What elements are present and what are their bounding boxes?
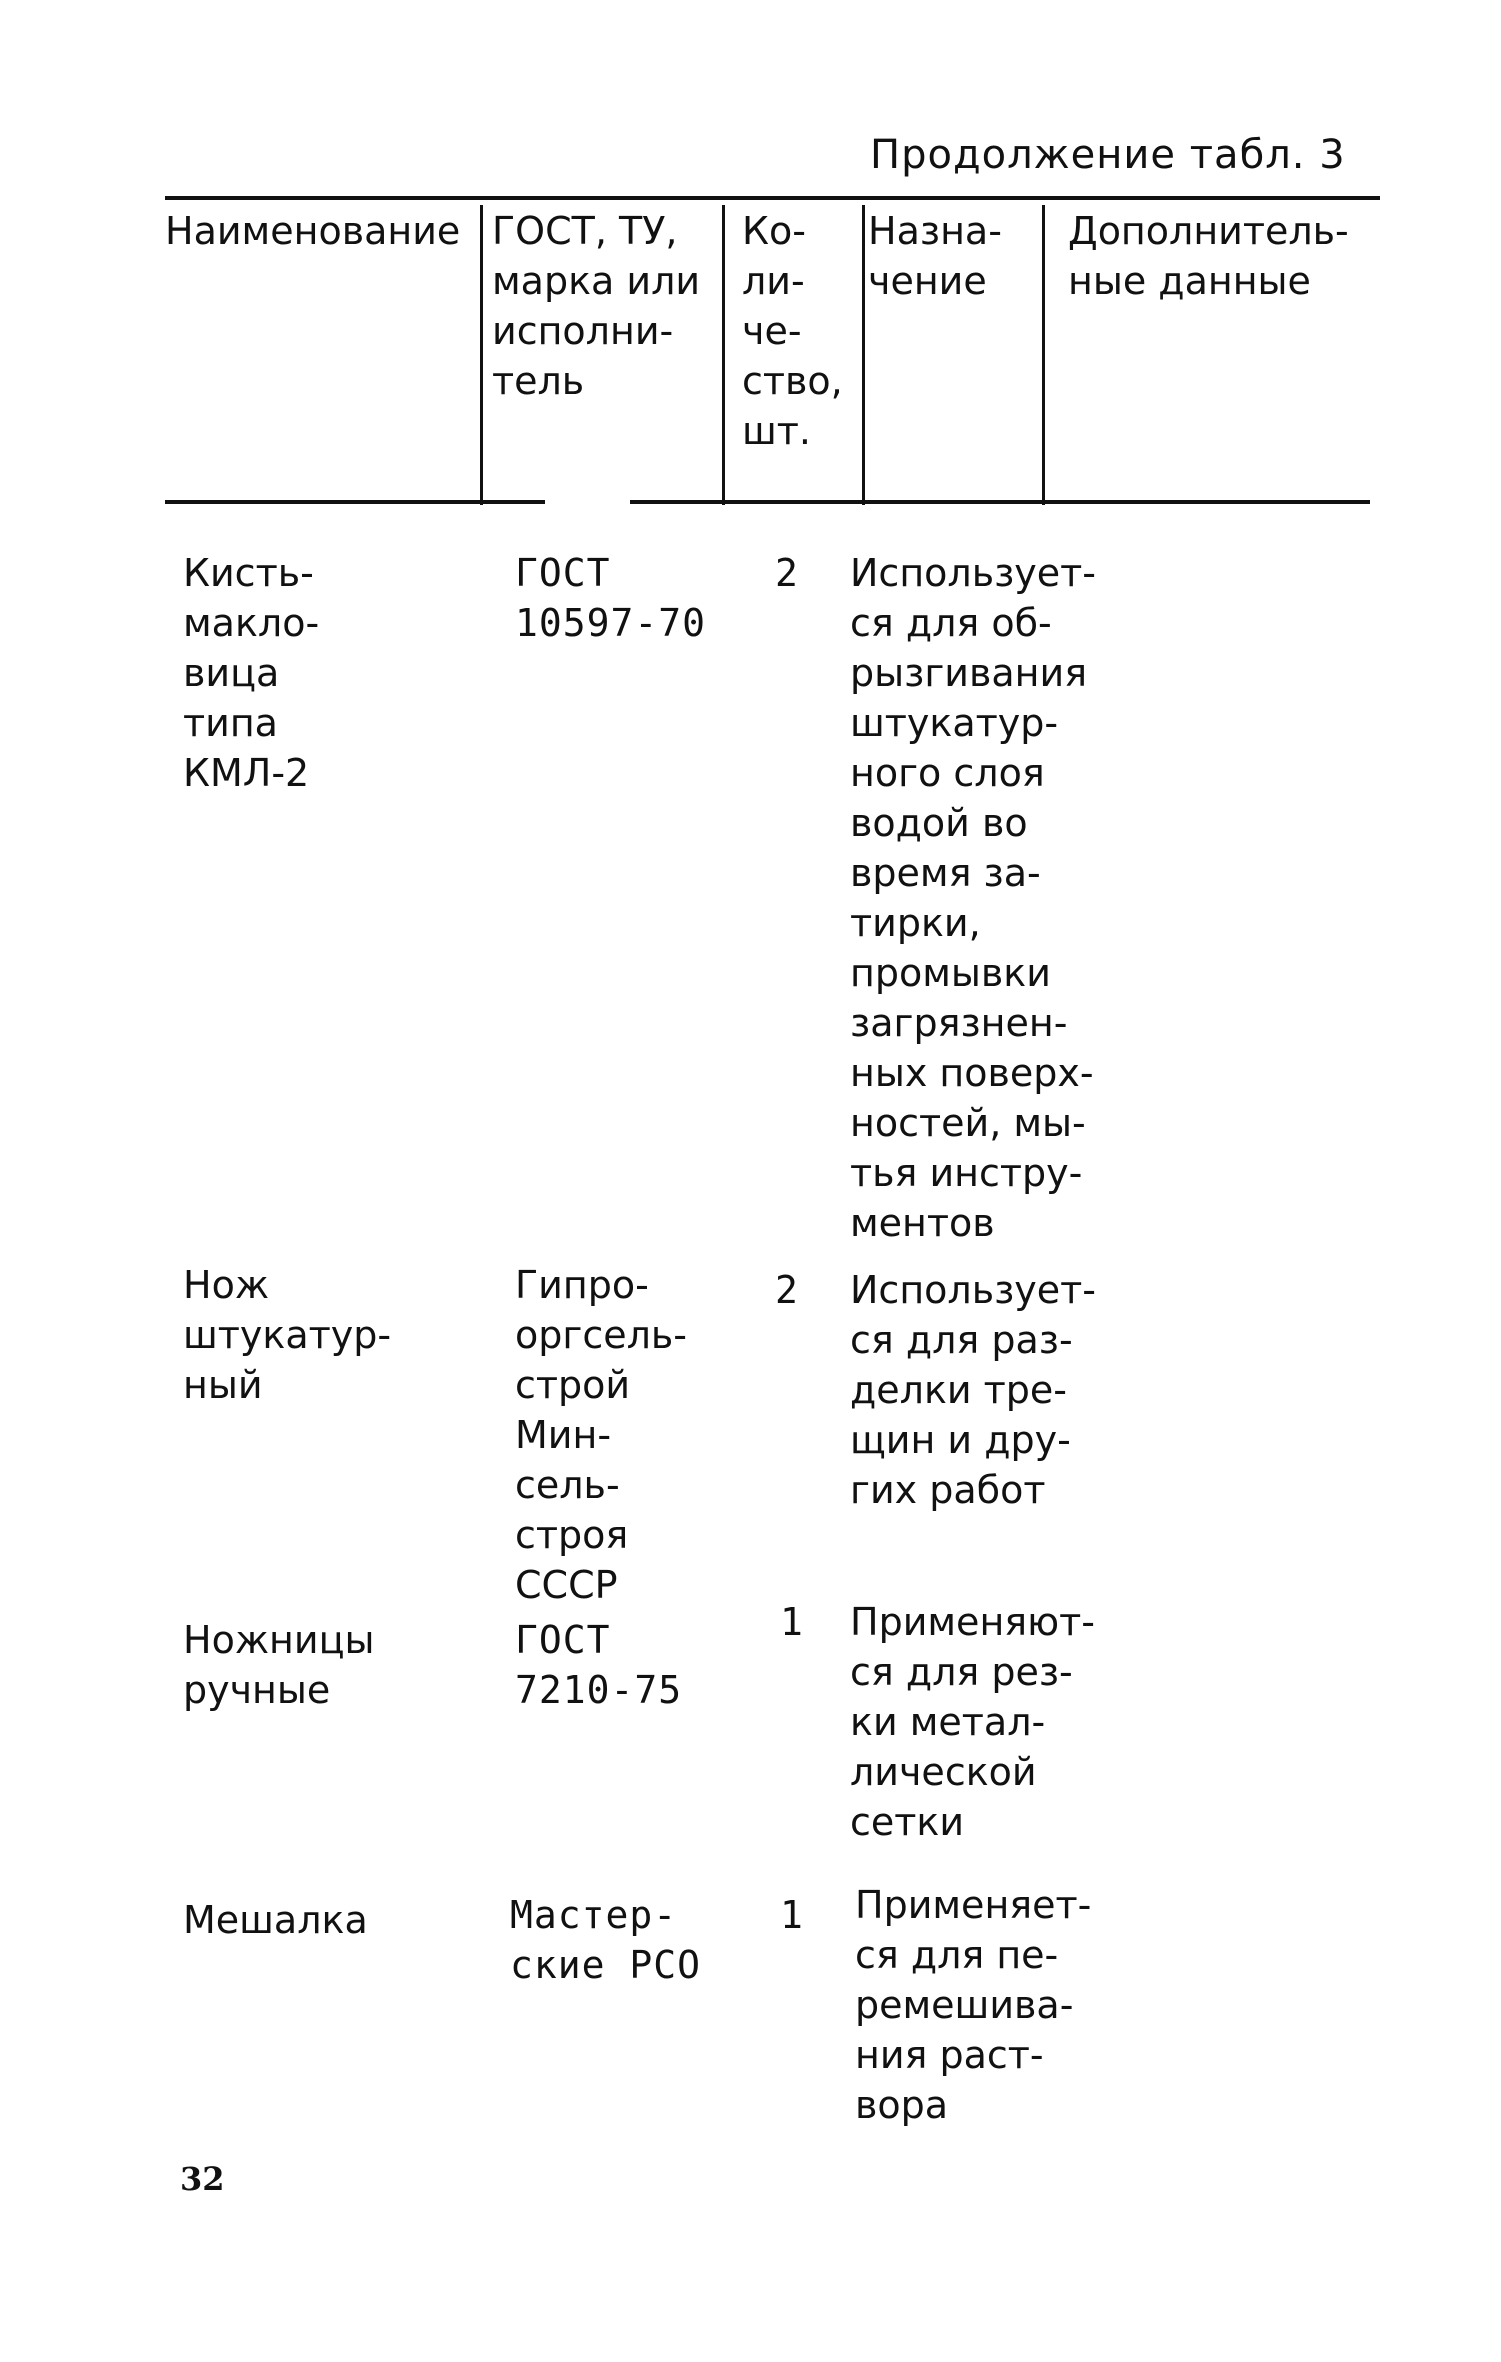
header-divider-3 [862,205,865,505]
row-name: Ножницы ручные [183,1618,375,1712]
row-qty: 2 [775,1268,799,1312]
row-gost: ГОСТ 7210-75 [515,1618,683,1712]
header-divider-2 [722,205,725,505]
row-gost: ГОСТ 10597-70 [515,551,707,645]
header-bottom-rule-left [165,500,545,504]
page-number: 32 [180,2160,225,2198]
row-purpose: Использует- ся для раз- делки тре- щин и дру- гих работ [850,1268,1097,1512]
row-purpose: Использует- ся для об- рызгивания штукатур- ного слоя водой во время за- тирки, промывки загрязнен- ных поверх- ностей, мы- тья инстру- ментов [850,551,1097,1245]
row-purpose: Применяет- ся для пе- ремешива- ния раст- вора [855,1883,1092,2127]
header-divider-1 [480,205,483,505]
row-name: Кисть- макло- вица типа КМЛ-2 [183,551,320,795]
header-divider-4 [1042,205,1045,505]
row-name: Нож штукатур- ный [183,1263,392,1407]
row-gost: Мастер- ские РСО [510,1893,702,1987]
row-gost: Гипро- оргсель- строй Мин- сель- строя СССР [515,1263,688,1607]
row-qty: 2 [775,551,799,595]
header-gost: ГОСТ, ТУ, марка или исполни- тель [492,209,701,403]
table-caption: Продолжение табл. 3 [870,132,1346,178]
header-qty: Ко- ли- че- ство, шт. [742,209,843,453]
row-purpose: Применяют- ся для рез- ки метал- лической сетки [850,1600,1095,1844]
table-top-rule [165,196,1380,200]
row-qty: 1 [780,1600,804,1644]
row-qty: 1 [780,1893,804,1937]
header-name: Наименование [165,209,461,253]
row-name: Мешалка [183,1898,368,1942]
header-extra: Дополнитель- ные данные [1068,209,1349,303]
header-bottom-rule-right [630,500,1370,504]
header-purpose: Назна- чение [868,209,1002,303]
